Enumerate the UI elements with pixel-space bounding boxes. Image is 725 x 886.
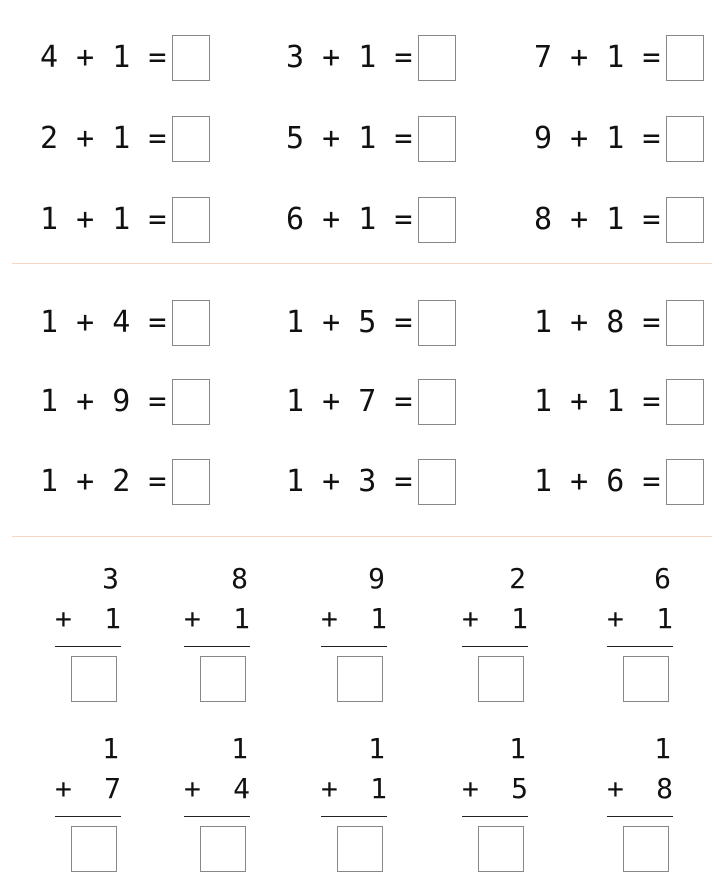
horizontal-problem — [534, 195, 704, 245]
bottom-addend: 1 — [656, 602, 673, 635]
answer-box[interactable] — [200, 826, 246, 872]
problem-row — [0, 377, 725, 427]
bottom-line — [462, 602, 528, 636]
answer-box[interactable] — [172, 379, 210, 425]
sum-line — [55, 816, 121, 817]
answer-box[interactable] — [666, 379, 704, 425]
answer-box[interactable] — [478, 826, 524, 872]
answer-box[interactable] — [478, 656, 524, 702]
problem-row — [0, 33, 725, 83]
vertical-problem-row — [0, 732, 725, 882]
answer-box[interactable] — [666, 300, 704, 346]
bottom-addend: 5 — [511, 772, 528, 805]
equation-text: 8 + 1 = — [534, 202, 661, 237]
equation-text: 1 + 3 = — [286, 464, 413, 499]
equation-text: 4 + 1 = — [40, 40, 167, 75]
top-addend: 9 — [368, 562, 385, 595]
answer-box[interactable] — [172, 300, 210, 346]
plus-operator: + — [55, 602, 72, 635]
plus-operator: + — [184, 772, 201, 805]
sum-line — [607, 646, 673, 647]
bottom-addend: 1 — [104, 602, 121, 635]
equation-text: 1 + 1 = — [40, 202, 167, 237]
equation-text: 7 + 1 = — [534, 40, 661, 75]
answer-box[interactable] — [418, 459, 456, 505]
vertical-problem-row — [0, 562, 725, 712]
equation-text: 3 + 1 = — [286, 40, 413, 75]
bottom-line — [55, 772, 121, 806]
plus-operator: + — [321, 602, 338, 635]
horizontal-problem — [40, 114, 210, 164]
horizontal-problem — [286, 377, 456, 427]
top-addend: 3 — [102, 562, 119, 595]
vertical-problem — [55, 732, 125, 882]
bottom-addend: 8 — [656, 772, 673, 805]
answer-box[interactable] — [200, 656, 246, 702]
bottom-line — [607, 602, 673, 636]
vertical-problem — [321, 732, 391, 882]
horizontal-problem — [286, 33, 456, 83]
answer-box[interactable] — [623, 826, 669, 872]
problem-row — [0, 114, 725, 164]
sum-line — [321, 816, 387, 817]
answer-box[interactable] — [172, 35, 210, 81]
sum-line — [184, 816, 250, 817]
horizontal-problem — [40, 195, 210, 245]
bottom-line — [607, 772, 673, 806]
answer-box[interactable] — [337, 826, 383, 872]
vertical-problem — [321, 562, 391, 712]
section-divider — [12, 263, 712, 264]
answer-box[interactable] — [666, 197, 704, 243]
section-divider — [12, 536, 712, 537]
sum-line — [321, 646, 387, 647]
top-addend: 1 — [231, 732, 248, 765]
answer-box[interactable] — [418, 379, 456, 425]
horizontal-problem — [534, 298, 704, 348]
answer-box[interactable] — [418, 197, 456, 243]
answer-box[interactable] — [337, 656, 383, 702]
equation-text: 1 + 9 = — [40, 384, 167, 419]
bottom-addend: 4 — [233, 772, 250, 805]
equation-text: 6 + 1 = — [286, 202, 413, 237]
answer-box[interactable] — [71, 656, 117, 702]
bottom-line — [462, 772, 528, 806]
vertical-problem — [55, 562, 125, 712]
equation-text: 1 + 5 = — [286, 305, 413, 340]
equation-text: 5 + 1 = — [286, 121, 413, 156]
answer-box[interactable] — [666, 116, 704, 162]
plus-operator: + — [55, 772, 72, 805]
sum-line — [55, 646, 121, 647]
top-addend: 8 — [231, 562, 248, 595]
bottom-addend: 1 — [370, 772, 387, 805]
equation-text: 2 + 1 = — [40, 121, 167, 156]
answer-box[interactable] — [666, 35, 704, 81]
horizontal-problem — [286, 457, 456, 507]
equation-text: 1 + 6 = — [534, 464, 661, 499]
vertical-problem — [184, 732, 254, 882]
plus-operator: + — [607, 602, 624, 635]
horizontal-problem — [40, 377, 210, 427]
plus-operator: + — [462, 602, 479, 635]
plus-operator: + — [462, 772, 479, 805]
horizontal-problem — [534, 457, 704, 507]
sum-line — [184, 646, 250, 647]
bottom-addend: 7 — [104, 772, 121, 805]
problem-row — [0, 457, 725, 507]
plus-operator: + — [607, 772, 624, 805]
answer-box[interactable] — [172, 116, 210, 162]
horizontal-problem — [40, 457, 210, 507]
answer-box[interactable] — [418, 116, 456, 162]
bottom-line — [321, 772, 387, 806]
vertical-problem — [184, 562, 254, 712]
bottom-addend: 1 — [233, 602, 250, 635]
bottom-addend: 1 — [511, 602, 528, 635]
equation-text: 9 + 1 = — [534, 121, 661, 156]
horizontal-problem — [286, 114, 456, 164]
sum-line — [462, 646, 528, 647]
vertical-problem — [462, 562, 532, 712]
plus-operator: + — [321, 772, 338, 805]
horizontal-problem — [286, 195, 456, 245]
top-addend: 1 — [509, 732, 526, 765]
sum-line — [462, 816, 528, 817]
answer-box[interactable] — [172, 459, 210, 505]
horizontal-problem — [534, 114, 704, 164]
answer-box[interactable] — [172, 197, 210, 243]
answer-box[interactable] — [71, 826, 117, 872]
sum-line — [607, 816, 673, 817]
problem-row — [0, 298, 725, 348]
horizontal-problem — [534, 377, 704, 427]
equation-text: 1 + 7 = — [286, 384, 413, 419]
bottom-line — [55, 602, 121, 636]
answer-box[interactable] — [623, 656, 669, 702]
answer-box[interactable] — [666, 459, 704, 505]
horizontal-problem — [286, 298, 456, 348]
equation-text: 1 + 4 = — [40, 305, 167, 340]
answer-box[interactable] — [418, 300, 456, 346]
horizontal-problem — [40, 298, 210, 348]
horizontal-problem — [534, 33, 704, 83]
top-addend: 6 — [654, 562, 671, 595]
bottom-line — [184, 602, 250, 636]
equation-text: 1 + 8 = — [534, 305, 661, 340]
top-addend: 2 — [509, 562, 526, 595]
top-addend: 1 — [102, 732, 119, 765]
top-addend: 1 — [368, 732, 385, 765]
answer-box[interactable] — [418, 35, 456, 81]
problem-row — [0, 195, 725, 245]
bottom-line — [184, 772, 250, 806]
plus-operator: + — [184, 602, 201, 635]
equation-text: 1 + 1 = — [534, 384, 661, 419]
top-addend: 1 — [654, 732, 671, 765]
bottom-line — [321, 602, 387, 636]
vertical-problem — [462, 732, 532, 882]
bottom-addend: 1 — [370, 602, 387, 635]
vertical-problem — [607, 732, 677, 882]
equation-text: 1 + 2 = — [40, 464, 167, 499]
horizontal-problem — [40, 33, 210, 83]
vertical-problem — [607, 562, 677, 712]
